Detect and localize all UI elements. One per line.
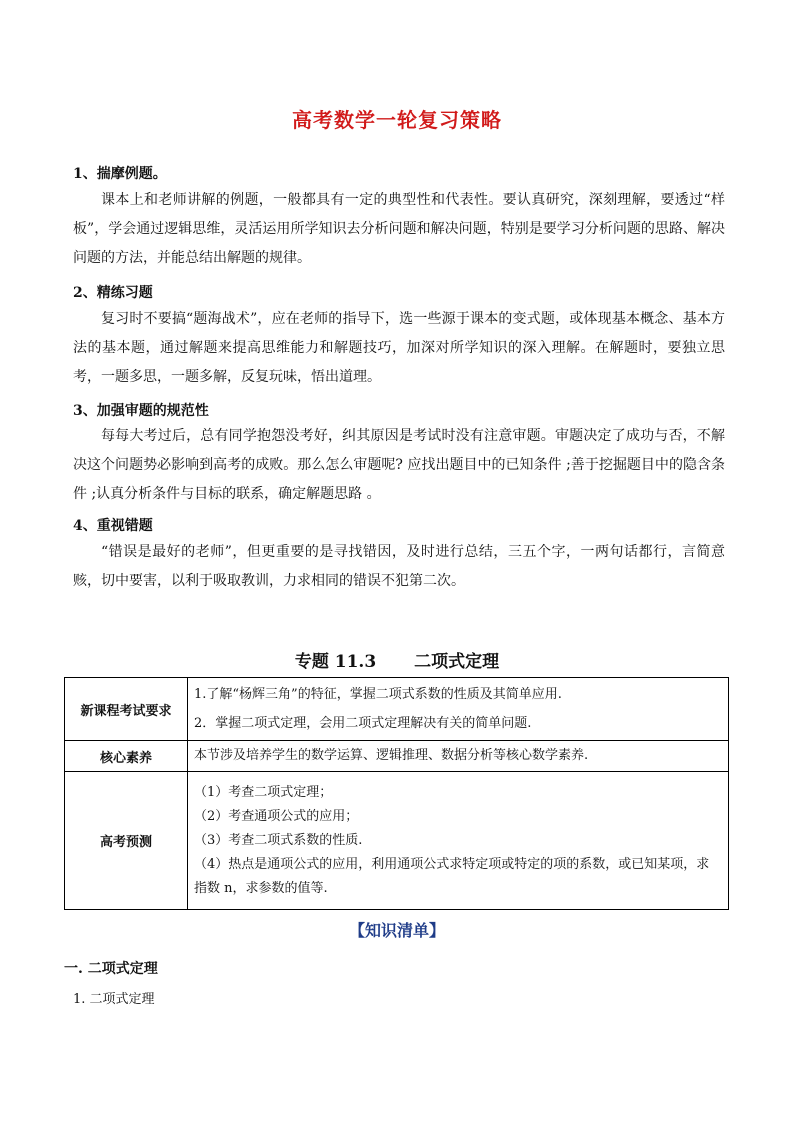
table-row bbox=[65, 741, 729, 772]
forecast-line-3: （3）考查二项式系数的性质. bbox=[194, 832, 363, 848]
requirement-line-1: 1.了解“杨辉三角”的特征，掌握二项式系数的性质及其简单应用. bbox=[194, 687, 562, 702]
exam-requirements-table bbox=[64, 677, 729, 910]
topic-number: 专题 11.3 bbox=[294, 652, 377, 672]
forecast-line-4: （4）热点是通项公式的应用，利用通项公式求特定项或特定的项的系数，或已知某项，求指数 n，求参数的值等. bbox=[194, 856, 710, 896]
section-heading-2: 2、精练习题 bbox=[73, 285, 153, 301]
section-body-2: 复习时不要搞“题海战术”，应在老师的指导下，选一些源于课本的变式题，或体现基本概念、基本方法的基本题，通过解题来提高思维能力和解题技巧，加深对所学知识的深入理解。在解题时，要独立思考，一题多思，一题多解，反复玩味，悟出道理。 bbox=[73, 311, 725, 385]
subsection-heading: 一. 二项式定理 bbox=[64, 961, 158, 977]
subsection-item: 1. 二项式定理 bbox=[73, 992, 155, 1007]
section-body-3: 每每大考过后，总有同学抱怨没考好，纠其原因是考试时没有注意审题。审题决定了成功与否，不解决这个问题势必影响到高考的成败。那么怎么审题呢? 应找出题目中的已知条件 ;善于挖掘题目中的隐含条件 ;认真分析条件与目标的联系，确定解题思路 。 bbox=[73, 428, 725, 502]
core-literacy-line: 本节涉及培养学生的数学运算、逻辑推理、数据分析等核心数学素养. bbox=[194, 748, 589, 763]
row-label-core-literacy: 核心素养 bbox=[65, 741, 188, 772]
section-body-1: 课本上和老师讲解的例题，一般都具有一定的典型性和代表性。要认真研究，深刻理解，要透过“样板”，学会通过逻辑思维，灵活运用所学知识去分析问题和解决问题，特别是要学习分析问题的思路、解决问题的方法，并能总结出解题的规律。 bbox=[73, 192, 725, 266]
section-heading-1: 1、揣摩例题。 bbox=[73, 166, 167, 182]
document-title: 高考数学一轮复习策略 bbox=[292, 108, 502, 132]
row-content-forecast bbox=[188, 772, 729, 910]
section-body-4: “错误是最好的老师”，但更重要的是寻找错因，及时进行总结，三五个字，一两句话都行，言简意赅，切中要害，以利于吸取教训，力求相同的错误不犯第二次。 bbox=[73, 544, 725, 589]
row-content-requirements bbox=[188, 678, 729, 741]
section-heading-3: 3、加强审题的规范性 bbox=[73, 403, 209, 419]
section-heading-4: 4、重视错题 bbox=[73, 518, 153, 534]
row-label-forecast: 高考预测 bbox=[65, 772, 188, 910]
topic-name: 二项式定理 bbox=[414, 652, 500, 672]
forecast-line-2: （2）考查通项公式的应用； bbox=[194, 808, 359, 824]
table-row bbox=[65, 678, 729, 741]
knowledge-list-title: 【知识清单】 bbox=[348, 921, 445, 940]
requirement-line-2: 2．掌握二项式定理，会用二项式定理解决有关的简单问题. bbox=[194, 716, 532, 731]
row-label-requirements: 新课程考试要求 bbox=[65, 678, 188, 741]
row-content-core-literacy bbox=[188, 741, 729, 772]
forecast-line-1: （1）考查二项式定理； bbox=[194, 784, 333, 800]
table-row bbox=[65, 772, 729, 910]
topic-title bbox=[0, 647, 794, 672]
